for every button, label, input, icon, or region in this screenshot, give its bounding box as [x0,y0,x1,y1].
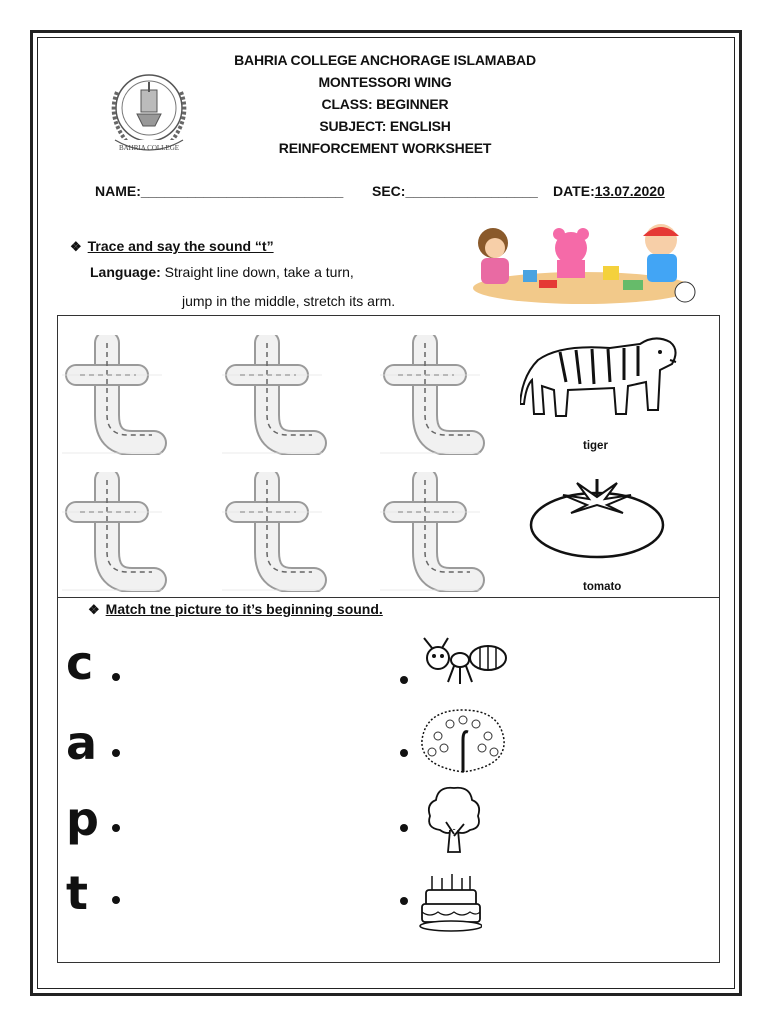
letter-t: t [66,866,88,920]
diamond-bullet-icon: ❖ [88,602,100,617]
letter-c: c [66,636,94,690]
trace-t-icon[interactable] [222,472,332,592]
left-dot-a[interactable] [112,749,120,757]
wing-name: MONTESSORI WING [318,74,452,90]
sec-blank[interactable]: _________________ [405,183,538,199]
trace-instruction-text: Trace and say the sound “t” [87,238,274,254]
right-dot-tree[interactable] [400,824,408,832]
left-dot-t[interactable] [112,896,120,904]
tiger-caption: tiger [583,440,608,452]
name-field[interactable] [95,183,343,199]
left-dot-p[interactable] [112,824,120,832]
tomato-icon [527,475,667,560]
date-label: DATE: [553,183,595,199]
language-line-1 [90,264,354,280]
logo-text: BAHRIA COLLEGE [118,144,180,152]
right-dot-ant[interactable] [400,676,408,684]
name-label: NAME: [95,183,141,199]
subject-label: SUBJECT: ENGLISH [319,118,451,134]
tiger-icon [520,330,685,425]
match-instruction [88,601,383,618]
right-dot-cake[interactable] [400,897,408,905]
letter-a: a [66,716,98,770]
language-label: Language: [90,264,161,280]
name-blank[interactable]: __________________________ [140,183,344,199]
right-dot-peacock[interactable] [400,749,408,757]
cake-icon [418,872,482,934]
kids-toys-icon [463,218,703,308]
left-dot-c[interactable] [112,673,120,681]
match-instruction-text: Match tne picture to it’s beginning sound. [105,601,383,617]
trace-t-icon[interactable] [380,335,490,455]
date-field [553,183,665,199]
language-text-1: Straight line down, take a turn, [164,264,354,280]
sec-field[interactable] [372,183,538,199]
trace-instruction [70,238,274,255]
trace-t-icon[interactable] [62,472,172,592]
date-value: 13.07.2020 [594,183,665,199]
school-crest-icon [97,62,197,162]
trace-t-icon[interactable] [222,335,332,455]
school-name: BAHRIA COLLEGE ANCHORAGE ISLAMABAD [234,52,536,68]
peacock-icon [418,706,508,776]
class-label: CLASS: BEGINNER [321,96,449,112]
diamond-bullet-icon: ❖ [70,239,82,254]
letter-p: p [66,792,99,846]
ant-icon [418,636,510,688]
language-text-2: jump in the middle, stretch its arm. [182,293,396,309]
trace-t-icon[interactable] [62,335,172,455]
match-section [57,597,720,963]
tree-icon [424,784,484,856]
trace-t-icon[interactable] [380,472,490,592]
sec-label: SEC: [372,183,406,199]
worksheet-title: REINFORCEMENT WORKSHEET [278,140,492,156]
tomato-caption: tomato [583,581,622,593]
